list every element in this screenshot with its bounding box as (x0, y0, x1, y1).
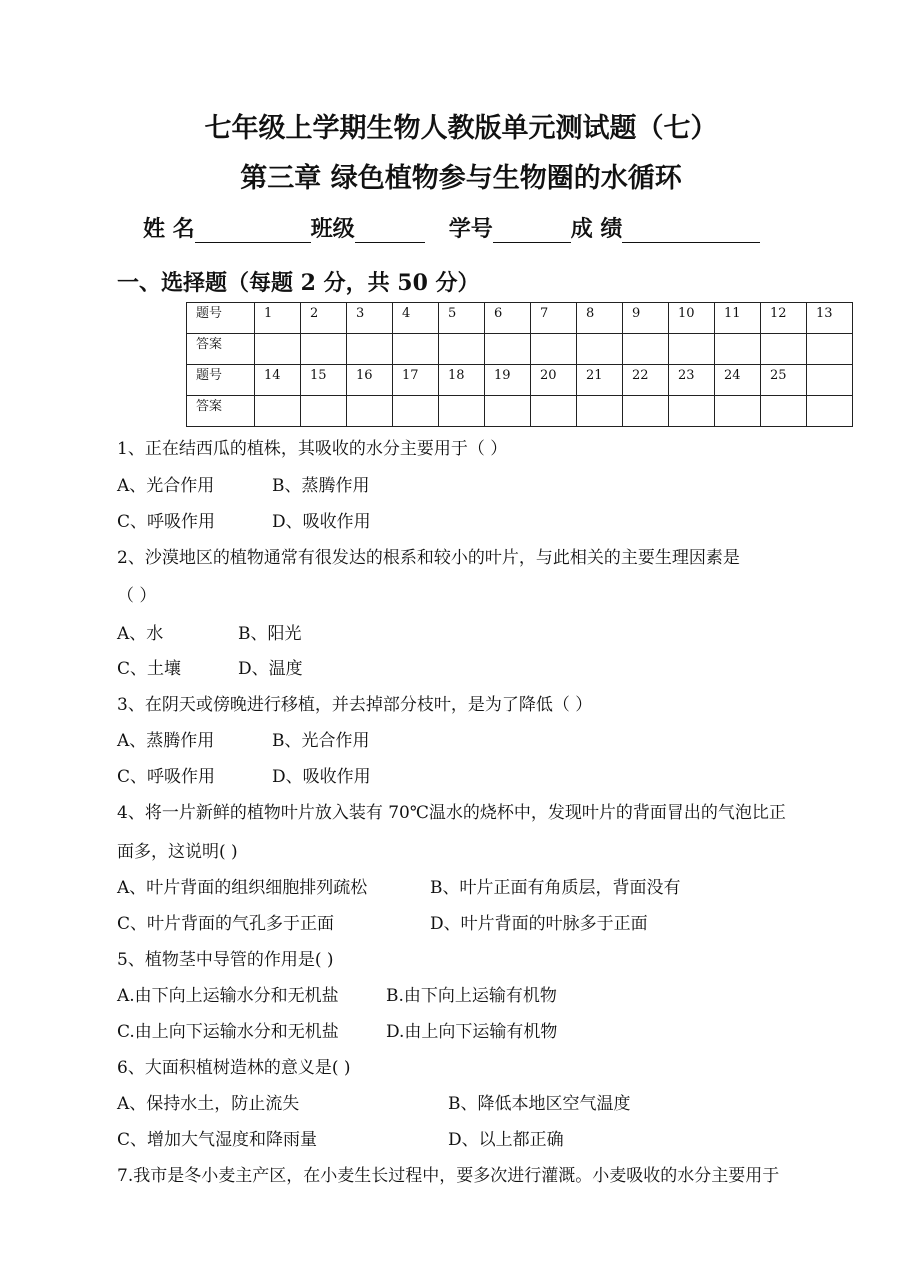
answer-cell[interactable] (255, 334, 301, 365)
question-number-cell: 19 (485, 365, 531, 396)
answer-cell[interactable] (807, 334, 853, 365)
question-number-cell: 10 (669, 303, 715, 334)
question-5-option-a[interactable]: A.由下向上运输水分和无机盐 (117, 986, 339, 1006)
chapter-subtitle: 第三章 绿色植物参与生物圈的水循环 (240, 163, 682, 194)
name-label: 姓 名 (143, 216, 195, 242)
question-7-stem: 7.我市是冬小麦主产区，在小麦生长过程中，要多次进行灌溉。小麦吸收的水分主要用于 (117, 1166, 780, 1186)
question-number-cell: 16 (347, 365, 393, 396)
question-5-option-d[interactable]: D.由上向下运输有机物 (386, 1022, 558, 1042)
question-number-cell: 25 (761, 365, 807, 396)
answer-cell[interactable] (301, 334, 347, 365)
answer-cell[interactable] (485, 396, 531, 427)
question-number-cell: 5 (439, 303, 485, 334)
answer-cell[interactable] (715, 396, 761, 427)
answer-cell[interactable] (393, 334, 439, 365)
table-row (187, 365, 853, 396)
question-6-option-b[interactable]: B、降低本地区空气温度 (448, 1094, 631, 1114)
question-4-option-a[interactable]: A、叶片背面的组织细胞排列疏松 (117, 878, 368, 898)
row-header-answer: 答案 (187, 334, 255, 365)
question-number-cell: 8 (577, 303, 623, 334)
question-3-option-d[interactable]: D、吸收作用 (272, 767, 371, 787)
question-6-option-d[interactable]: D、以上都正确 (448, 1130, 564, 1150)
answer-cell[interactable] (347, 396, 393, 427)
answer-cell[interactable] (761, 334, 807, 365)
question-3-stem: 3、在阴天或傍晚进行移植，并去掉部分枝叶，是为了降低（ ） (117, 695, 593, 715)
question-number-cell: 7 (531, 303, 577, 334)
question-2-stem-continued: （ ） (117, 586, 157, 606)
table-row (187, 303, 853, 334)
answer-cell[interactable] (439, 396, 485, 427)
question-6-stem: 6、大面积植树造林的意义是( ) (117, 1058, 351, 1078)
name-blank[interactable] (195, 218, 311, 243)
student-id-label: 学号 (448, 216, 493, 242)
answer-cell[interactable] (347, 334, 393, 365)
answer-cell[interactable] (531, 334, 577, 365)
question-1-option-a[interactable]: A、光合作用 (117, 476, 215, 496)
question-6-option-a[interactable]: A、保持水土，防止流失 (117, 1094, 300, 1114)
row-header-number: 题号 (187, 365, 255, 396)
answer-cell[interactable] (669, 396, 715, 427)
table-row (187, 334, 853, 365)
student-info-line (143, 212, 760, 243)
question-number-cell: 23 (669, 365, 715, 396)
question-number-cell: 3 (347, 303, 393, 334)
question-5-stem: 5、植物茎中导管的作用是( ) (117, 950, 334, 970)
question-2-option-d[interactable]: D、温度 (238, 659, 303, 679)
score-label: 成 绩 (570, 216, 623, 242)
row-header-number: 题号 (187, 303, 255, 334)
question-2-option-a[interactable]: A、水 (117, 624, 164, 644)
question-number-cell: 20 (531, 365, 577, 396)
question-2-option-b[interactable]: B、阳光 (238, 624, 302, 644)
question-1-stem: 1、正在结西瓜的植株，其吸收的水分主要用于（ ） (117, 439, 508, 459)
document-title: 七年级上学期生物人教版单元测试题（七） (204, 113, 718, 144)
question-1-option-c[interactable]: C、呼吸作用 (117, 512, 216, 532)
question-1-option-b[interactable]: B、蒸腾作用 (272, 476, 370, 496)
answer-cell[interactable] (577, 396, 623, 427)
class-label: 班级 (310, 216, 355, 242)
question-2-stem: 2、沙漠地区的植物通常有很发达的根系和较小的叶片，与此相关的主要生理因素是 (117, 548, 740, 568)
question-3-option-a[interactable]: A、蒸腾作用 (117, 731, 215, 751)
question-number-cell: 18 (439, 365, 485, 396)
question-5-option-b[interactable]: B.由下向上运输有机物 (386, 986, 557, 1006)
question-4-stem: 4、将一片新鲜的植物叶片放入装有 70℃温水的烧杯中，发现叶片的背面冒出的气泡比正 (117, 803, 786, 823)
score-blank[interactable] (622, 218, 760, 243)
answer-cell[interactable] (577, 334, 623, 365)
question-1-option-d[interactable]: D、吸收作用 (272, 512, 371, 532)
answer-cell[interactable] (807, 396, 853, 427)
question-number-cell (807, 365, 853, 396)
answer-cell[interactable] (669, 334, 715, 365)
question-number-cell: 6 (485, 303, 531, 334)
question-4-stem-continued: 面多，这说明( ) (117, 842, 238, 862)
answer-cell[interactable] (393, 396, 439, 427)
answer-cell[interactable] (715, 334, 761, 365)
question-6-option-c[interactable]: C、增加大气湿度和降雨量 (117, 1130, 318, 1150)
answer-cell[interactable] (439, 334, 485, 365)
question-number-cell: 21 (577, 365, 623, 396)
question-5-option-c[interactable]: C.由上向下运输水分和无机盐 (117, 1022, 339, 1042)
section-title: 一、选择题（每题 2 分，共 50 分） (117, 270, 480, 296)
question-number-cell: 22 (623, 365, 669, 396)
question-4-option-c[interactable]: C、叶片背面的气孔多于正面 (117, 914, 335, 934)
answer-cell[interactable] (531, 396, 577, 427)
question-number-cell: 4 (393, 303, 439, 334)
answer-cell[interactable] (623, 396, 669, 427)
row-header-answer: 答案 (187, 396, 255, 427)
question-number-cell: 11 (715, 303, 761, 334)
question-number-cell: 17 (393, 365, 439, 396)
question-3-option-b[interactable]: B、光合作用 (272, 731, 370, 751)
question-number-cell: 9 (623, 303, 669, 334)
answer-cell[interactable] (761, 396, 807, 427)
question-number-cell: 12 (761, 303, 807, 334)
class-blank[interactable] (355, 218, 425, 243)
answer-table (186, 302, 853, 427)
question-3-option-c[interactable]: C、呼吸作用 (117, 767, 216, 787)
question-number-cell: 15 (301, 365, 347, 396)
question-number-cell: 2 (301, 303, 347, 334)
question-number-cell: 13 (807, 303, 853, 334)
answer-cell[interactable] (623, 334, 669, 365)
table-row (187, 396, 853, 427)
question-number-cell: 1 (255, 303, 301, 334)
student-id-blank[interactable] (493, 218, 571, 243)
question-2-option-c[interactable]: C、土壤 (117, 659, 182, 679)
question-number-cell: 24 (715, 365, 761, 396)
question-number-cell: 14 (255, 365, 301, 396)
answer-cell[interactable] (485, 334, 531, 365)
question-4-option-b[interactable]: B、叶片正面有角质层，背面没有 (430, 878, 681, 898)
question-4-option-d[interactable]: D、叶片背面的叶脉多于正面 (430, 914, 648, 934)
answer-cell[interactable] (301, 396, 347, 427)
answer-cell[interactable] (255, 396, 301, 427)
